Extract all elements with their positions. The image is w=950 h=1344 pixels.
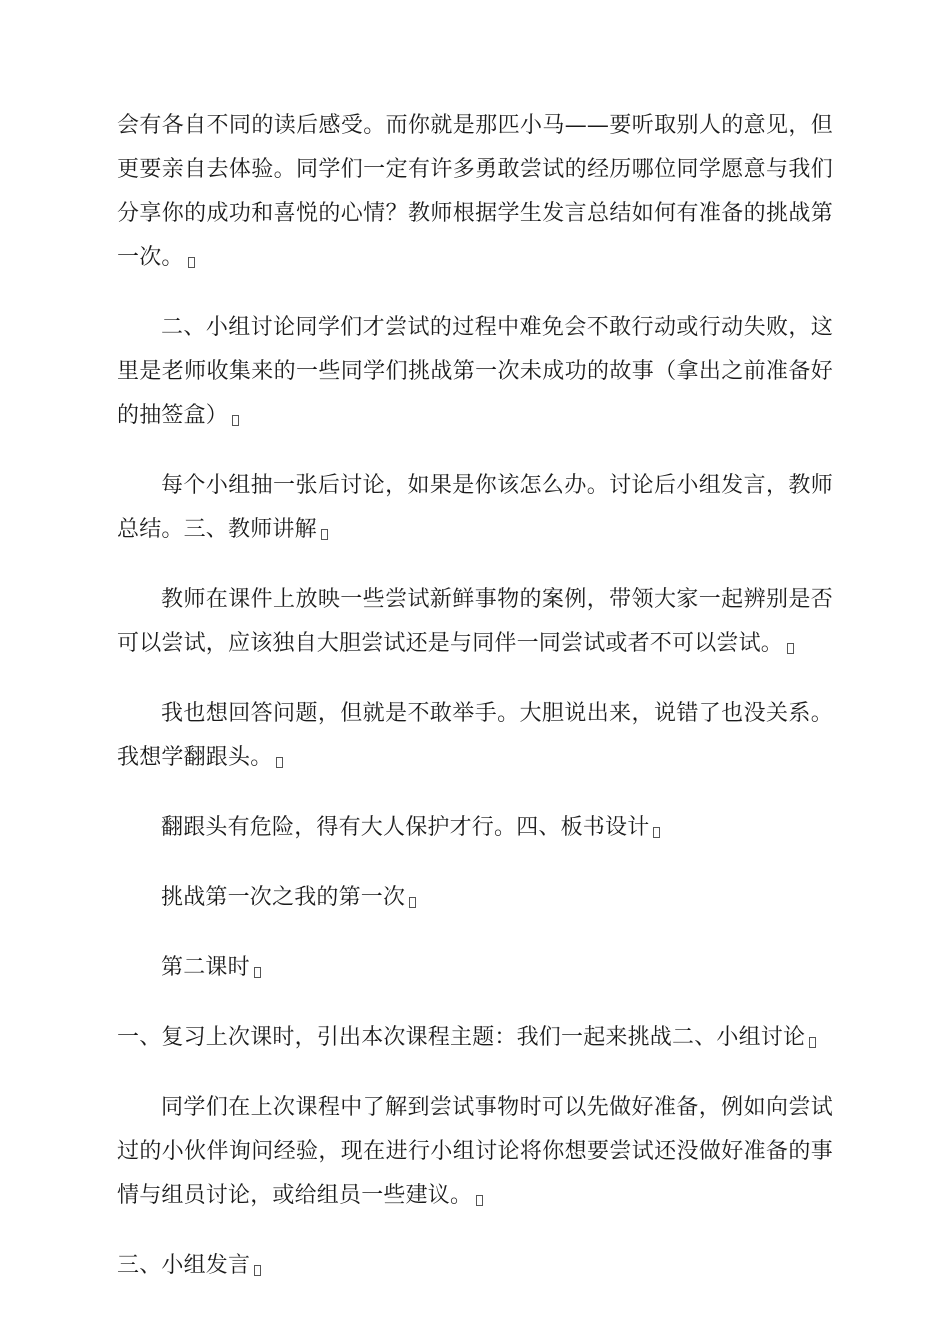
paragraph-5	[117, 692, 833, 780]
paragraph-end-mark-icon	[787, 643, 794, 654]
paragraph-end-mark-icon	[321, 529, 328, 540]
paragraph-8	[117, 946, 833, 990]
paragraph-6-text: 翻跟头有危险，得有大人保护才行。四、板书设计	[161, 815, 650, 840]
paragraph-1-text: 会有各自不同的读后感受。而你就是那匹小马——要听取别人的意见，但更要亲自去体验。同学们一定有许多勇敢尝试的经历哪位同学愿意与我们分享你的成功和喜悦的心情？教师根据学生发言总结如何有准备的挑战第一次。	[117, 113, 833, 270]
paragraph-end-mark-icon	[809, 1037, 816, 1048]
document-body	[117, 104, 833, 1314]
paragraph-end-mark-icon	[188, 257, 195, 268]
paragraph-end-mark-icon	[232, 415, 239, 426]
paragraph-11	[117, 1244, 833, 1288]
paragraph-end-mark-icon	[276, 757, 283, 768]
paragraph-end-mark-icon	[254, 967, 261, 978]
paragraph-3-text: 每个小组抽一张后讨论，如果是你该怎么办。讨论后小组发言，教师总结。三、教师讲解	[117, 473, 833, 542]
paragraph-end-mark-icon	[476, 1195, 483, 1206]
paragraph-7	[117, 876, 833, 920]
paragraph-11-text: 三、小组发言	[117, 1253, 251, 1278]
paragraph-2	[117, 306, 833, 438]
paragraph-4	[117, 578, 833, 666]
paragraph-9	[117, 1016, 833, 1060]
paragraph-10-text: 同学们在上次课程中了解到尝试事物时可以先做好准备，例如向尝试过的小伙伴询问经验，现在进行小组讨论将你想要尝试还没做好准备的事情与组员讨论，或给组员一些建议。	[117, 1095, 833, 1208]
paragraph-4-text: 教师在课件上放映一些尝试新鲜事物的案例，带领大家一起辨别是否可以尝试，应该独自大胆尝试还是与同伴一同尝试或者不可以尝试。	[117, 587, 833, 656]
paragraph-3	[117, 464, 833, 552]
paragraph-10	[117, 1086, 833, 1218]
paragraph-8-text: 第二课时	[161, 955, 250, 980]
paragraph-7-text: 挑战第一次之我的第一次	[161, 885, 406, 910]
paragraph-1	[117, 104, 833, 280]
paragraph-9-text: 一、复习上次课时，引出本次课程主题：我们一起来挑战二、小组讨论	[117, 1025, 806, 1050]
paragraph-6	[117, 806, 833, 850]
paragraph-end-mark-icon	[254, 1265, 261, 1276]
paragraph-end-mark-icon	[409, 897, 416, 908]
paragraph-5-text: 我也想回答问题，但就是不敢举手。大胆说出来，说错了也没关系。我想学翻跟头。	[117, 701, 833, 770]
paragraph-end-mark-icon	[653, 827, 660, 838]
paragraph-2-text: 二、小组讨论同学们才尝试的过程中难免会不敢行动或行动失败，这里是老师收集来的一些同学们挑战第一次未成功的故事（拿出之前准备好的抽签盒）	[117, 315, 833, 428]
